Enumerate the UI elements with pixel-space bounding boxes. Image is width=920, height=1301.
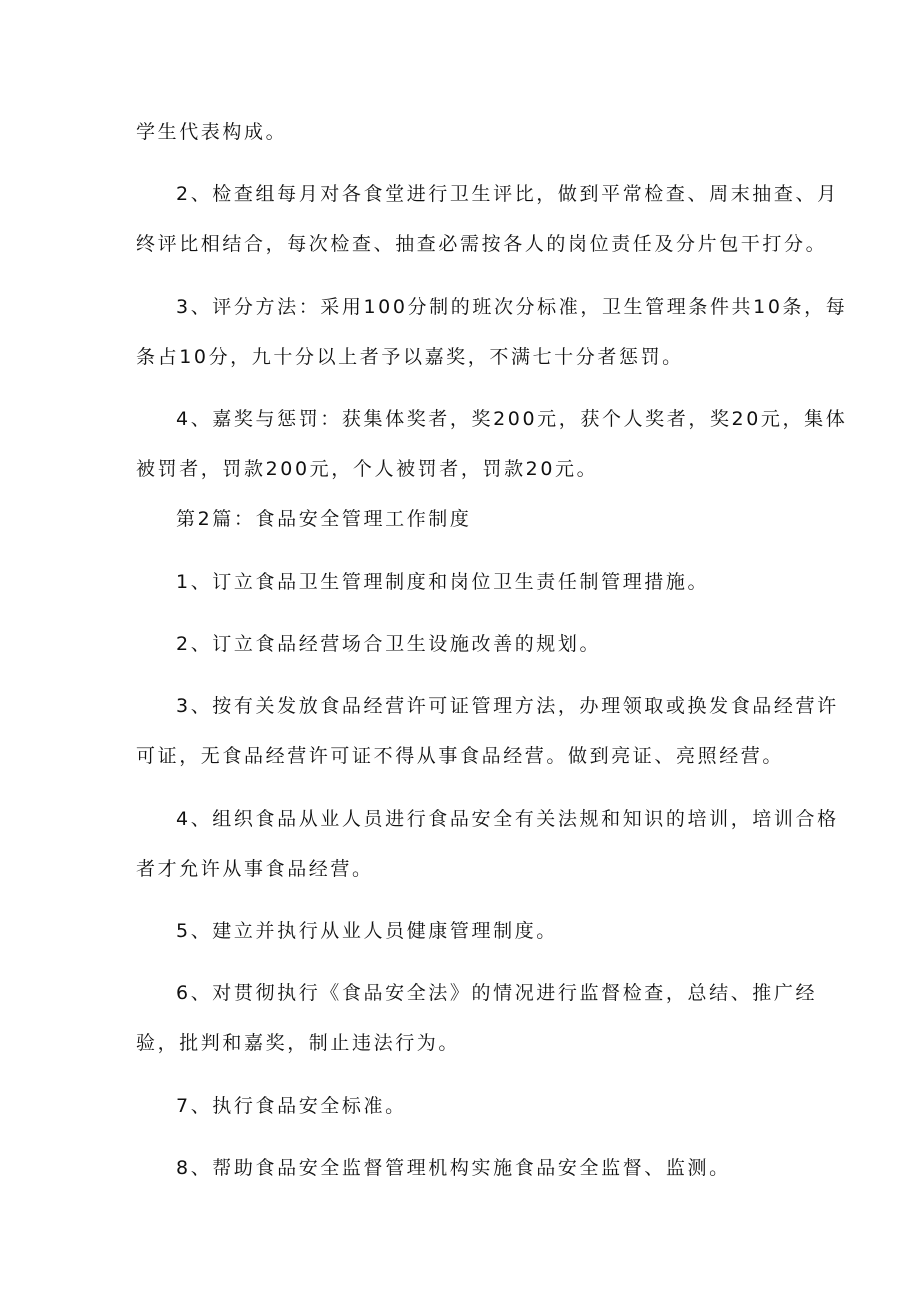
text-line: 2、检查组每月对各食堂进行卫生评比，做到平常检查、周末抽查、月	[176, 183, 839, 205]
text-line: 条占10分，九十分以上者予以嘉奖，不满七十分者惩罚。	[136, 346, 684, 368]
text-line: 终评比相结合，每次检查、抽查必需按各人的岗位责任及分片包干打分。	[136, 233, 828, 255]
text-line: 2、订立食品经营场合卫生设施改善的规划。	[176, 633, 602, 655]
section-heading: 第2篇：食品安全管理工作制度	[176, 508, 472, 530]
text-line: 被罚者，罚款200元，个人被罚者，罚款20元。	[136, 458, 599, 480]
text-line: 可证，无食品经营许可证不得从事食品经营。做到亮证、亮照经营。	[136, 745, 785, 767]
text-line: 6、对贯彻执行《食品安全法》的情况进行监督检查，总结、推广经	[176, 982, 818, 1004]
text-line: 4、组织食品从业人员进行食品安全有关法规和知识的培训，培训合格	[176, 808, 839, 830]
text-line: 8、帮助食品安全监督管理机构实施食品安全监督、监测。	[176, 1157, 731, 1179]
text-line: 验，批判和嘉奖，制止违法行为。	[136, 1032, 461, 1054]
text-line: 3、按有关发放食品经营许可证管理方法，办理领取或换发食品经营许	[176, 695, 839, 717]
text-line: 1、订立食品卫生管理制度和岗位卫生责任制管理措施。	[176, 571, 710, 593]
text-line: 5、建立并执行从业人员健康管理制度。	[176, 920, 558, 942]
text-line: 7、执行食品安全标准。	[176, 1095, 407, 1117]
text-line: 3、评分方法：采用100分制的班次分标准，卫生管理条件共10条，每	[176, 296, 848, 318]
text-line: 学生代表构成。	[136, 121, 288, 143]
text-line: 者才允许从事食品经营。	[136, 858, 374, 880]
text-line: 4、嘉奖与惩罚：获集体奖者，奖200元，获个人奖者，奖20元，集体	[176, 408, 848, 430]
